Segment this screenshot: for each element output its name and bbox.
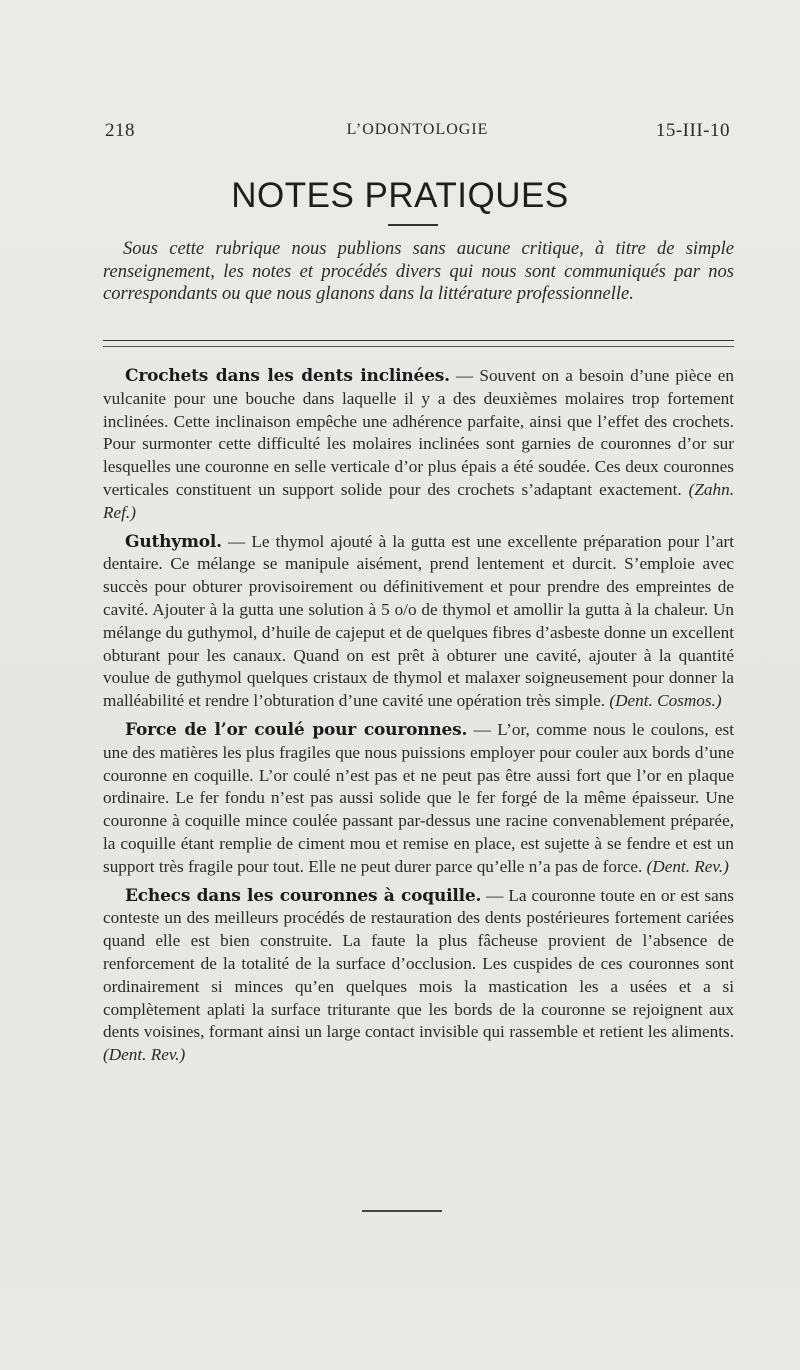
article-guthymol — [103, 531, 734, 713]
section-intro: Sous cette rubrique nous publions sans aucune critique, à titre de simple renseignement, les notes et procédés divers qui nous sont communiqués par nos correspondants ou que nous glanons dans la littérature professionnelle. — [103, 239, 734, 304]
article-body: — L’or, comme nous le coulons, est une des matières les plus fragiles que nous puissions employer pour couler aux bords d’une couronne en coquille. L’or coulé n’est pas et ne peut pas être aussi fort que l’or en plaque ordinaire. Le fer fondu n’est pas aussi solide que le fer forgé de la même épaisseur. Une couronne à coquille mince coulée passant par-dessus une racine convenablement préparée, la coquille étant remplie de ciment mou et remise en place, est sujette à se fendre et est un support très fragile pour tout. Elle ne peut durer parce qu’elle n’a pas de force. — [103, 719, 735, 876]
article-force-or-coule — [103, 719, 734, 879]
article-crochets — [103, 365, 734, 525]
section-divider — [103, 340, 734, 347]
article-reference: (Dent. Rev.) — [646, 856, 729, 876]
running-head — [105, 120, 730, 144]
article-reference: (Dent. Rev.) — [103, 1045, 186, 1065]
section-title: NOTES PRATIQUES — [231, 176, 569, 215]
page-number: 218 — [105, 120, 135, 141]
article-heading: Echecs dans les couronnes à coquille. — [125, 885, 482, 906]
journal-title: L’ODONTOLOGIE — [346, 121, 489, 138]
article-heading: Guthymol. — [125, 531, 222, 552]
article-heading: Force de l’or coulé pour couronnes. — [125, 719, 468, 740]
article-body: — Le thymol ajouté à la gutta est une excellente préparation pour l’art dentaire. Ce mélange se manipule aisément, prend lentement et durcit. S’emploie avec succès pour obturer provisoirement ou définitivement et pour prendre des empreintes de cavité. Ajouter à la gutta une solution à 5 o/o de thymol et amollir la gutta à la chaleur. Un mélange du guthymol, d’huile de cajeput et de quelques fibres d’asbeste donne un excellent obturant pour les canaux. Quand on est prêt à obturer une cavité, ajouter à la quantité voulue de guthymol quelques cristaux de thymol et malaxer soigneusement pour donner la malléabilité et rendre l’obturation d’une cavité une opération très simple. — [103, 531, 734, 711]
article-reference: (Zahn. Ref.) — [103, 479, 734, 522]
article-echecs-couronnes — [103, 885, 734, 1067]
articles — [103, 365, 734, 1073]
end-rule — [362, 1210, 442, 1212]
article-body: — La couronne toute en or est sans conteste un des meilleurs procédés de restauration des dents postérieures fortement cariées quand elle est bien construite. La faute la plus fâcheuse provient de l’absence de renforcement de la totalité de la surface d’occlusion. Les cuspides de ces couronnes sont ordinairement si minces qu’en quelques mois la mastication les a usées et a si complètement aplati la surface triturante que les bords de la couronne se rejoignent aux dents voisines, formant ainsi un large contact invisible qui rassemble et retient les aliments. — [103, 885, 734, 1042]
article-reference: (Dent. Cosmos.) — [609, 691, 722, 711]
article-body: — Souvent on a besoin d’une pièce en vulcanite pour une bouche dans laquelle il y a des deuxièmes molaires trop fortement inclinées. Cette inclinaison empêche une adhérence parfaite, ainsi que l’effet des crochets. Pour surmonter cette difficulté les molaires inclinées sont garnies de couronnes d’or sur lesquelles une couronne en selle verticale d’or plus épais a été soudée. Ces deux couronnes verticales constituent un support solide pour des crochets s’adaptant exactement. — [103, 366, 735, 499]
article-heading: Crochets dans les dents inclinées. — [125, 366, 450, 386]
title-rule — [388, 224, 438, 226]
issue-date: 15-III-10 — [655, 120, 730, 141]
